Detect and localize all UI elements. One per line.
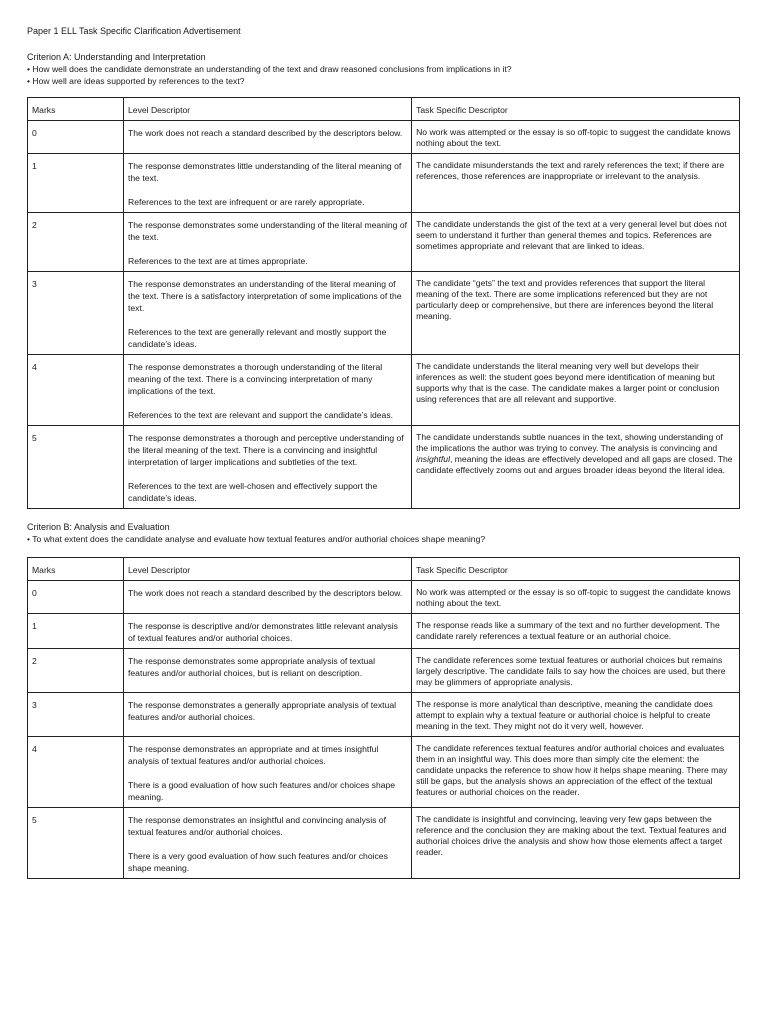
criterion-a-questions bbox=[27, 63, 740, 87]
emphasized-word: insightful bbox=[416, 454, 450, 464]
table-row bbox=[28, 355, 740, 426]
table-row bbox=[28, 808, 740, 879]
table-row bbox=[28, 154, 740, 213]
task-descriptor-header: Task Specific Descriptor bbox=[412, 98, 740, 121]
table-row bbox=[28, 213, 740, 272]
level-descriptor-cell bbox=[124, 213, 412, 272]
task-descriptor-text: The candidate understands subtle nuances in the text, showing understanding of the implications the author was trying to convey. The analysis is convincing and bbox=[416, 432, 723, 453]
level-descriptor-text: The response demonstrates an insightful and convincing analysis of textual features and/or authorial choices. bbox=[128, 815, 386, 837]
level-descriptor-text: The response demonstrates a thorough understanding of the literal meaning of the text. There is a convincing interpretation of many implications of the text. bbox=[128, 362, 383, 396]
mark-cell: 3 bbox=[28, 693, 124, 737]
level-descriptor-cell bbox=[124, 355, 412, 426]
mark-cell: 4 bbox=[28, 355, 124, 426]
criterion-a-question: • How well does the candidate demonstrate an understanding of the text and draw reasoned conclusions from implications in it? bbox=[27, 64, 512, 74]
document-title: Paper 1 ELL Task Specific Clarification Advertisement bbox=[27, 26, 241, 36]
level-descriptor-text: References to the text are generally relevant and mostly support the candidate’s ideas. bbox=[128, 327, 387, 349]
task-descriptor-cell: The candidate is insightful and convincing, leaving very few gaps between the reference and the conclusion they are making about the text. Textual features and authorial choices drive the analysis and show how those elements affect a target reader. bbox=[412, 808, 740, 879]
criterion-b-block bbox=[27, 521, 740, 545]
criterion-b-questions bbox=[27, 533, 740, 545]
criterion-a-block bbox=[27, 51, 740, 87]
level-descriptor-text: The response is descriptive and/or demonstrates little relevant analysis of textual features and/or authorial choices. bbox=[128, 621, 398, 643]
task-descriptor-cell: The candidate understands the gist of the text at a very general level but does not seem to understand it further than general themes and topics. References are sometimes appropriate and relevant that are linked to ideas. bbox=[412, 213, 740, 272]
task-descriptor-text: , meaning the ideas are effectively developed and all gaps are closed. The candidate effectively zooms out and argues broader ideas beyond the literal idea. bbox=[416, 454, 733, 475]
level-descriptor-text: There is a very good evaluation of how such features and/or choices shape meaning. bbox=[128, 851, 388, 873]
table-header-row bbox=[28, 98, 740, 121]
level-descriptor-header: Level Descriptor bbox=[124, 98, 412, 121]
level-descriptor-text: References to the text are well-chosen and effectively support the candidate’s ideas. bbox=[128, 481, 378, 503]
task-descriptor-cell: The response is more analytical than descriptive, meaning the candidate does attempt to explain why a textual feature or authorial choice is helpful to create meaning in the text. They might not do it very well, however. bbox=[412, 693, 740, 737]
level-descriptor-cell bbox=[124, 808, 412, 879]
criterion-a-heading: Criterion A: Understanding and Interpretation bbox=[27, 52, 206, 62]
level-descriptor-cell bbox=[124, 581, 412, 614]
level-descriptor-cell bbox=[124, 693, 412, 737]
table-row bbox=[28, 737, 740, 808]
mark-cell: 2 bbox=[28, 213, 124, 272]
table-row bbox=[28, 649, 740, 693]
task-descriptor-cell: No work was attempted or the essay is so off-topic to suggest the candidate knows nothing about the text. bbox=[412, 581, 740, 614]
level-descriptor-text: There is a good evaluation of how such features and/or choices shape meaning. bbox=[128, 780, 396, 802]
mark-cell: 5 bbox=[28, 808, 124, 879]
level-descriptor-cell bbox=[124, 121, 412, 154]
level-descriptor-text: References to the text are at times appropriate. bbox=[128, 256, 308, 266]
level-descriptor-text: The work does not reach a standard described by the descriptors below. bbox=[128, 588, 403, 598]
task-descriptor-cell: No work was attempted or the essay is so off-topic to suggest the candidate knows nothing about the text. bbox=[412, 121, 740, 154]
level-descriptor-cell bbox=[124, 649, 412, 693]
level-descriptor-cell bbox=[124, 614, 412, 649]
task-descriptor-cell: The candidate understands the literal meaning very well but develops their inferences as well: the student goes beyond mere identification of meaning but supports why that is the case. The candidate makes a larger point or conclusion using references that are all relevant and supportive. bbox=[412, 355, 740, 426]
mark-cell: 2 bbox=[28, 649, 124, 693]
level-descriptor-cell bbox=[124, 426, 412, 509]
level-descriptor-cell bbox=[124, 272, 412, 355]
level-descriptor-text: The response demonstrates some appropriate analysis of textual features and/or authorial choices, but is reliant on description. bbox=[128, 656, 375, 678]
marks-header: Marks bbox=[28, 98, 124, 121]
level-descriptor-text: The work does not reach a standard described by the descriptors below. bbox=[128, 128, 403, 138]
criterion-b-heading: Criterion B: Analysis and Evaluation bbox=[27, 522, 170, 532]
task-descriptor-cell: The candidate misunderstands the text and rarely references the text; if there are references, those references are inappropriate or irrelevant to the analysis. bbox=[412, 154, 740, 213]
level-descriptor-text: The response demonstrates a generally appropriate analysis of textual features and/or authorial choices. bbox=[128, 700, 397, 722]
criterion-b-question: • To what extent does the candidate analyse and evaluate how textual features and/or authorial choices shape meaning? bbox=[27, 534, 486, 544]
table-row bbox=[28, 581, 740, 614]
criterion-a-table bbox=[27, 97, 740, 509]
level-descriptor-cell bbox=[124, 737, 412, 808]
level-descriptor-text: The response demonstrates a thorough and perceptive understanding of the literal meaning of the text. There is a convincing and insightful interpretation of larger implications and subtleties of the text. bbox=[128, 433, 404, 467]
table-row bbox=[28, 693, 740, 737]
task-descriptor-cell: The candidate references some textual features or authorial choices but remains largely descriptive. The candidate fails to say how the choices are used, but there may be glimmers of appropriate analysis. bbox=[412, 649, 740, 693]
criterion-b-table bbox=[27, 557, 740, 879]
level-descriptor-text: The response demonstrates an appropriate and at times insightful analysis of textual features and/or authorial choices. bbox=[128, 744, 379, 766]
table-row bbox=[28, 614, 740, 649]
level-descriptor-cell bbox=[124, 154, 412, 213]
mark-cell: 5 bbox=[28, 426, 124, 509]
task-descriptor-cell: The candidate “gets” the text and provides references that support the literal meaning of the text. There are some implications referenced but they are not particularly deep or comprehensive, but there are inferences beyond the literal meaning. bbox=[412, 272, 740, 355]
table-row bbox=[28, 121, 740, 154]
task-descriptor-cell: The candidate references textual features and/or authorial choices and evaluates them in an insightful way. This does more than simply cite the element: the candidate unpacks the reference to show how it helps shape meaning. There may still be gaps, but the analysis shows an appreciation of the effect of the textual features or authorial choices on the reader. bbox=[412, 737, 740, 808]
mark-cell: 3 bbox=[28, 272, 124, 355]
table-row bbox=[28, 426, 740, 509]
task-descriptor-cell bbox=[412, 426, 740, 509]
mark-cell: 0 bbox=[28, 121, 124, 154]
task-descriptor-cell: The response reads like a summary of the text and no further development. The candidate rarely references a textual feature or an authorial choice. bbox=[412, 614, 740, 649]
level-descriptor-text: The response demonstrates little understanding of the literal meaning of the text. bbox=[128, 161, 402, 183]
level-descriptor-text: The response demonstrates an understanding of the literal meaning of the text. There is a satisfactory interpretation of some implications of the text. bbox=[128, 279, 402, 313]
mark-cell: 1 bbox=[28, 154, 124, 213]
level-descriptor-text: The response demonstrates some understanding of the literal meaning of the text. bbox=[128, 220, 407, 242]
task-descriptor-header: Task Specific Descriptor bbox=[412, 558, 740, 581]
table-header-row bbox=[28, 558, 740, 581]
mark-cell: 1 bbox=[28, 614, 124, 649]
level-descriptor-text: References to the text are relevant and support the candidate’s ideas. bbox=[128, 410, 393, 420]
level-descriptor-text: References to the text are infrequent or are rarely appropriate. bbox=[128, 197, 365, 207]
marks-header: Marks bbox=[28, 558, 124, 581]
level-descriptor-header: Level Descriptor bbox=[124, 558, 412, 581]
table-row bbox=[28, 272, 740, 355]
criterion-a-question: • How well are ideas supported by references to the text? bbox=[27, 76, 245, 86]
mark-cell: 0 bbox=[28, 581, 124, 614]
mark-cell: 4 bbox=[28, 737, 124, 808]
